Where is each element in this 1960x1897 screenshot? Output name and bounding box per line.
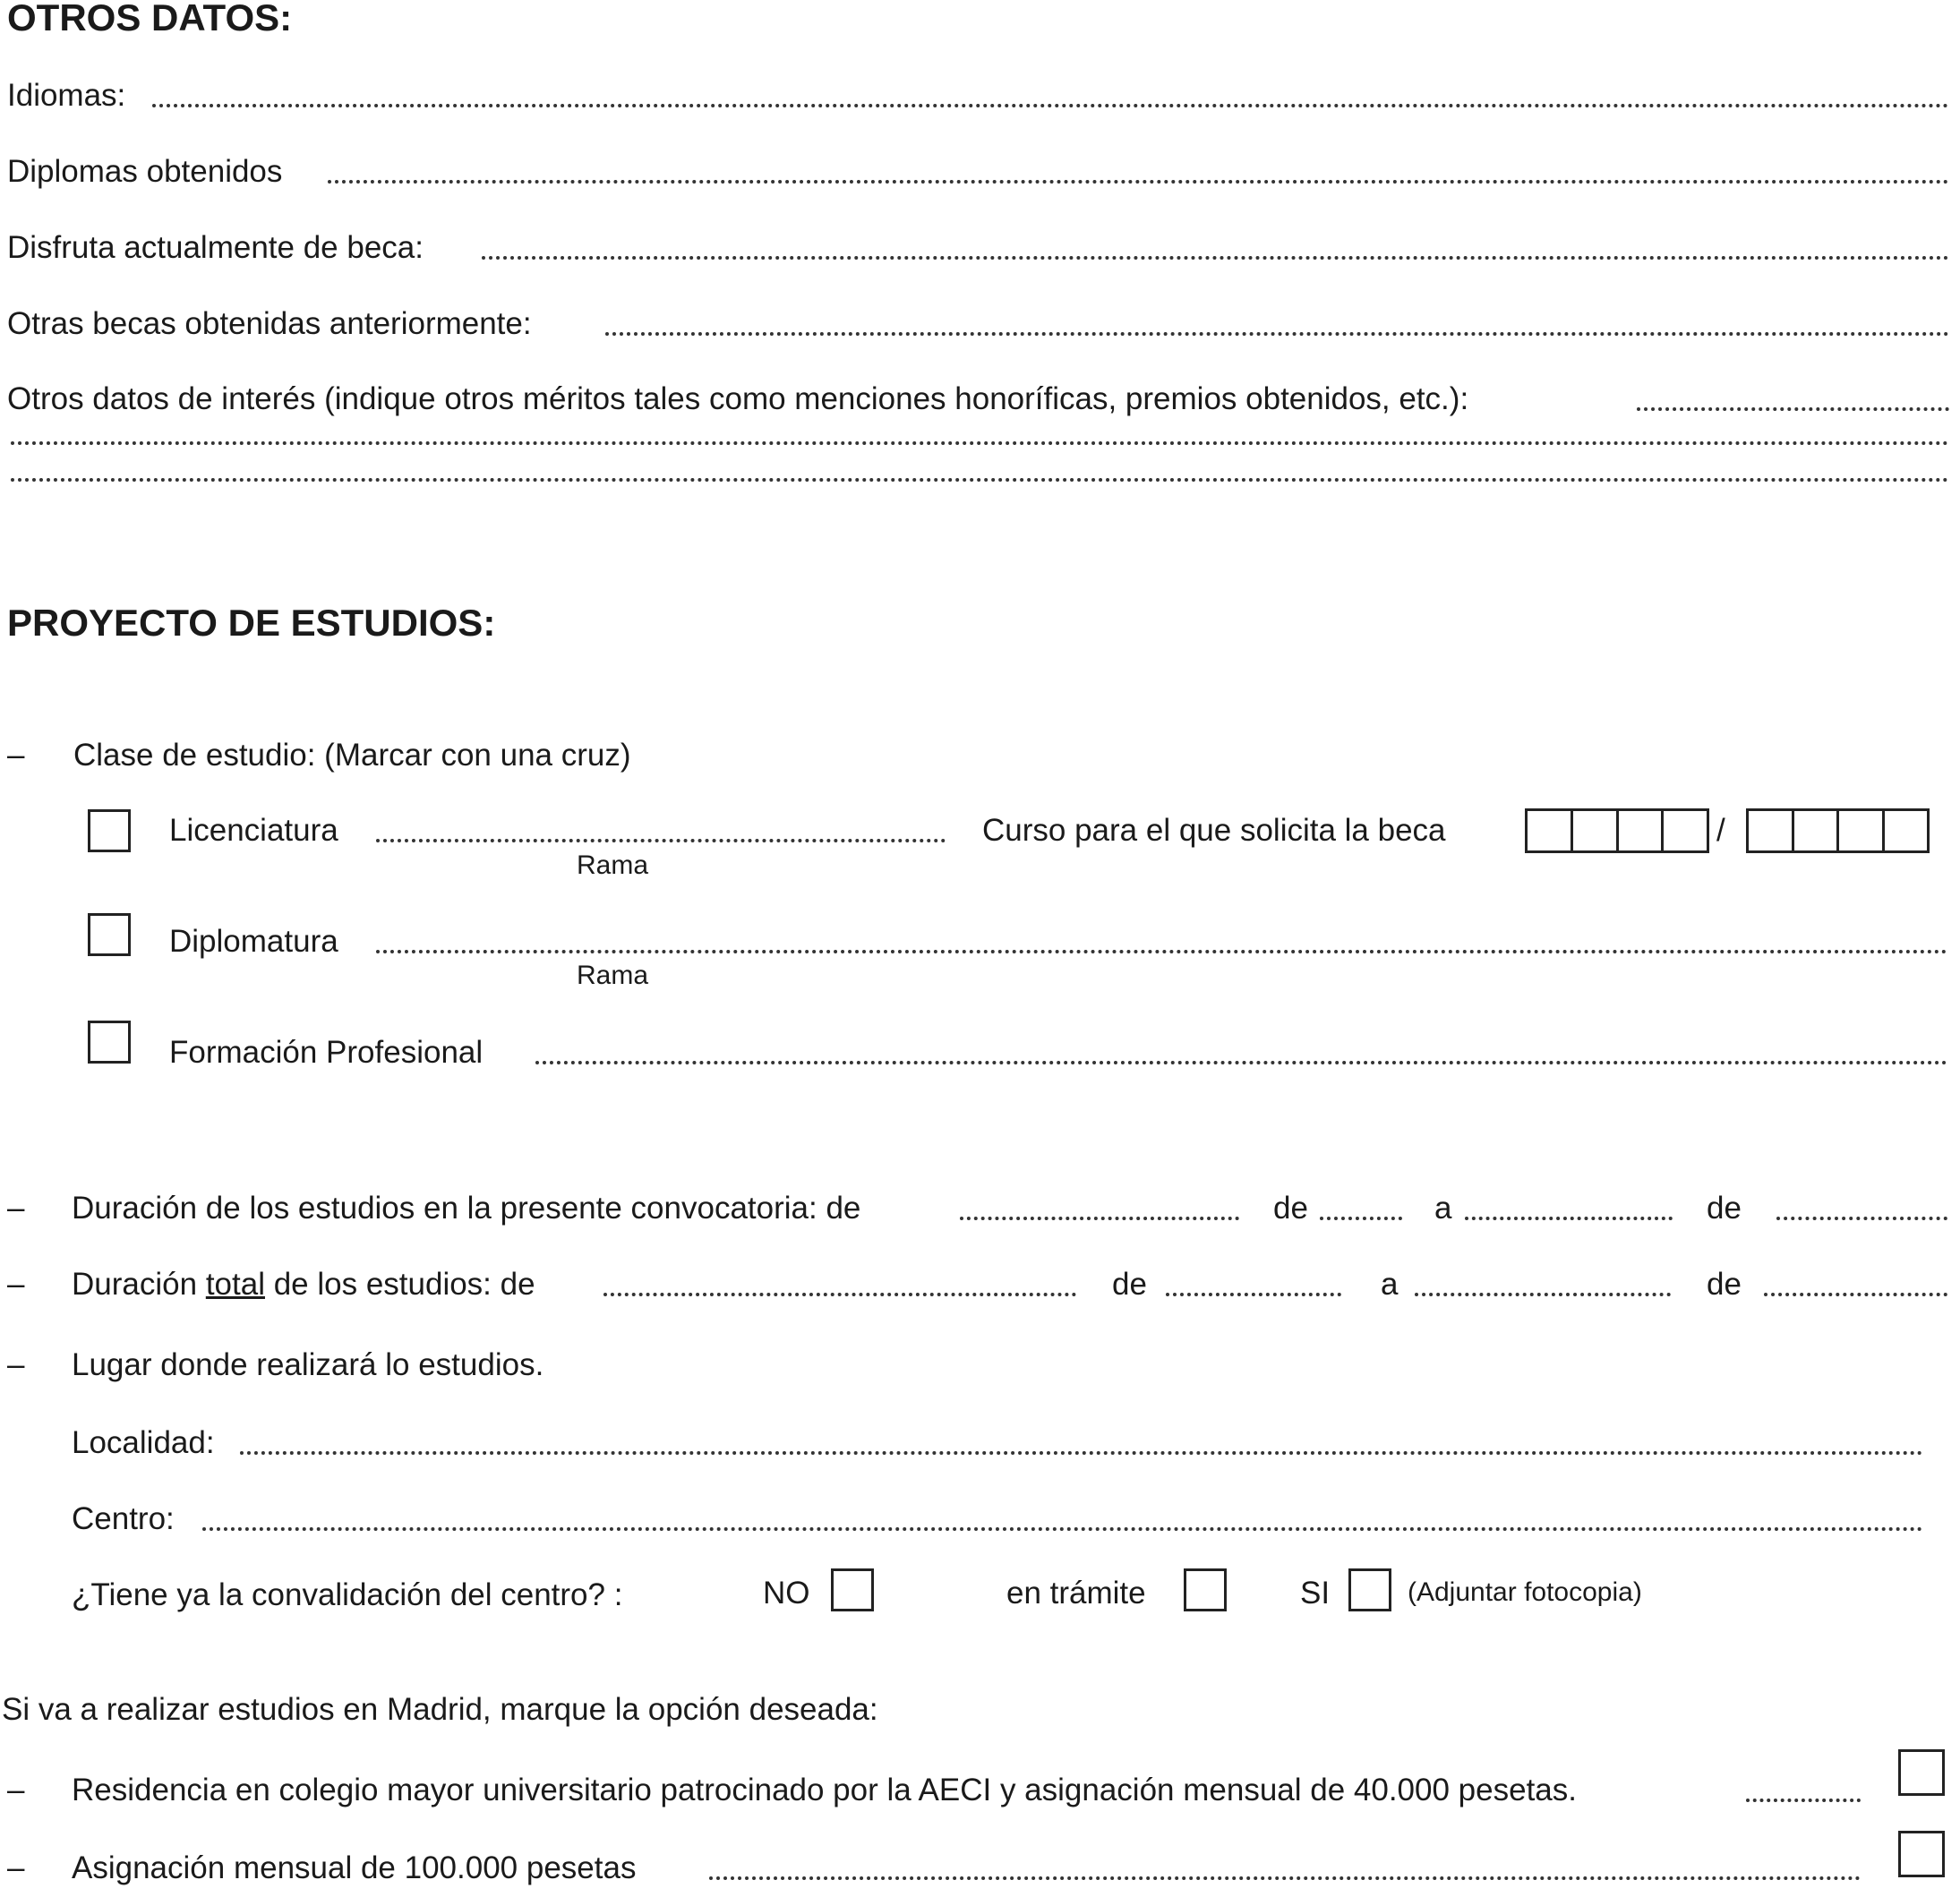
label-curso: Curso para el que solicita la beca bbox=[982, 813, 1446, 848]
dash: – bbox=[7, 1773, 25, 1807]
checkbox-convalidacion-tramite[interactable] bbox=[1184, 1568, 1227, 1611]
label-de: de bbox=[1707, 1267, 1742, 1302]
field-diplomas[interactable] bbox=[328, 180, 1949, 184]
leader-opcion-residencia bbox=[1746, 1799, 1861, 1802]
checkbox-licenciatura[interactable] bbox=[88, 809, 131, 852]
field-otros-interes-1[interactable] bbox=[1637, 407, 1949, 411]
field-rama-diplomatura[interactable] bbox=[376, 950, 1947, 953]
checkbox-formacion-profesional[interactable] bbox=[88, 1021, 131, 1064]
checkbox-convalidacion-no[interactable] bbox=[831, 1568, 874, 1611]
label-lugar: Lugar donde realizará lo estudios. bbox=[72, 1347, 544, 1382]
label-rama: Rama bbox=[577, 850, 649, 880]
dash: – bbox=[7, 1850, 25, 1885]
dash: – bbox=[7, 1267, 25, 1302]
field-total-hasta-mes[interactable] bbox=[1764, 1293, 1947, 1296]
dash: – bbox=[7, 1347, 25, 1382]
field-rama-licenciatura[interactable] bbox=[376, 839, 946, 842]
field-total-desde-mes[interactable] bbox=[1166, 1293, 1341, 1296]
curso-separator: / bbox=[1716, 813, 1725, 848]
label-madrid-intro: Si va a realizar estudios en Madrid, marque la opción deseada: bbox=[2, 1692, 878, 1727]
label-de: de bbox=[1273, 1191, 1308, 1226]
leader-opcion-asignacion bbox=[709, 1876, 1861, 1880]
label-otras-becas: Otras becas obtenidas anteriormente: bbox=[7, 306, 532, 341]
label-adjuntar: (Adjuntar fotocopia) bbox=[1408, 1577, 1642, 1607]
field-conv-desde-mes[interactable] bbox=[1320, 1217, 1402, 1220]
checkbox-diplomatura[interactable] bbox=[88, 913, 131, 956]
field-total-desde-dia[interactable] bbox=[603, 1293, 1076, 1296]
curso-input-1[interactable] bbox=[1525, 808, 1709, 853]
label-de: de bbox=[1112, 1267, 1147, 1302]
label-opcion-residencia: Residencia en colegio mayor universitario patrocinado por la AECI y asignación mensual de 40.000 pesetas. bbox=[72, 1773, 1577, 1807]
label-otros-interes: Otros datos de interés (indique otros méritos tales como menciones honoríficas, premios obtenidos, etc.): bbox=[7, 381, 1469, 416]
label-idiomas: Idiomas: bbox=[7, 78, 126, 113]
field-localidad[interactable] bbox=[240, 1451, 1923, 1455]
label-a: a bbox=[1381, 1267, 1399, 1302]
checkbox-opcion-asignacion[interactable] bbox=[1898, 1831, 1945, 1877]
section-title-otros-datos: OTROS DATOS: bbox=[7, 0, 293, 38]
dash: – bbox=[7, 738, 25, 773]
label-localidad: Localidad: bbox=[72, 1425, 215, 1460]
label-formacion-profesional: Formación Profesional bbox=[169, 1035, 484, 1070]
field-otras-becas[interactable] bbox=[605, 332, 1949, 336]
checkbox-opcion-residencia[interactable] bbox=[1898, 1749, 1945, 1796]
field-total-hasta-dia[interactable] bbox=[1415, 1293, 1671, 1296]
label-beca-actual: Disfruta actualmente de beca: bbox=[7, 230, 424, 265]
label-duracion-convocatoria: Duración de los estudios en la presente convocatoria: de bbox=[72, 1191, 861, 1226]
field-conv-hasta-mes[interactable] bbox=[1776, 1217, 1947, 1220]
field-formacion-profesional[interactable] bbox=[535, 1061, 1947, 1064]
label-en-tramite: en trámite bbox=[1006, 1576, 1146, 1611]
field-conv-hasta-dia[interactable] bbox=[1465, 1217, 1673, 1220]
checkbox-convalidacion-si[interactable] bbox=[1348, 1568, 1391, 1611]
label-clase-estudio: Clase de estudio: (Marcar con una cruz) bbox=[73, 738, 631, 773]
field-idiomas[interactable] bbox=[152, 104, 1949, 107]
field-otros-interes-2[interactable] bbox=[11, 441, 1949, 445]
label-no: NO bbox=[763, 1576, 810, 1611]
label-de: de bbox=[1707, 1191, 1742, 1226]
label-diplomas: Diplomas obtenidos bbox=[7, 154, 283, 189]
label-convalidacion: ¿Tiene ya la convalidación del centro? : bbox=[72, 1577, 623, 1612]
label-opcion-asignacion: Asignación mensual de 100.000 pesetas bbox=[72, 1850, 637, 1885]
section-title-proyecto: PROYECTO DE ESTUDIOS: bbox=[7, 602, 496, 644]
curso-input-2[interactable] bbox=[1746, 808, 1930, 853]
label-centro: Centro: bbox=[72, 1501, 175, 1536]
field-otros-interes-3[interactable] bbox=[11, 478, 1949, 482]
label-diplomatura: Diplomatura bbox=[169, 924, 338, 959]
label-rama: Rama bbox=[577, 961, 649, 990]
label-licenciatura: Licenciatura bbox=[169, 813, 338, 848]
field-beca-actual[interactable] bbox=[482, 256, 1949, 260]
label-duracion-total: Duración total de los estudios: de bbox=[72, 1267, 535, 1302]
field-conv-desde-dia[interactable] bbox=[960, 1217, 1239, 1220]
dash: – bbox=[7, 1191, 25, 1226]
field-centro[interactable] bbox=[202, 1527, 1923, 1531]
label-si: SI bbox=[1300, 1576, 1331, 1611]
label-a: a bbox=[1434, 1191, 1452, 1226]
